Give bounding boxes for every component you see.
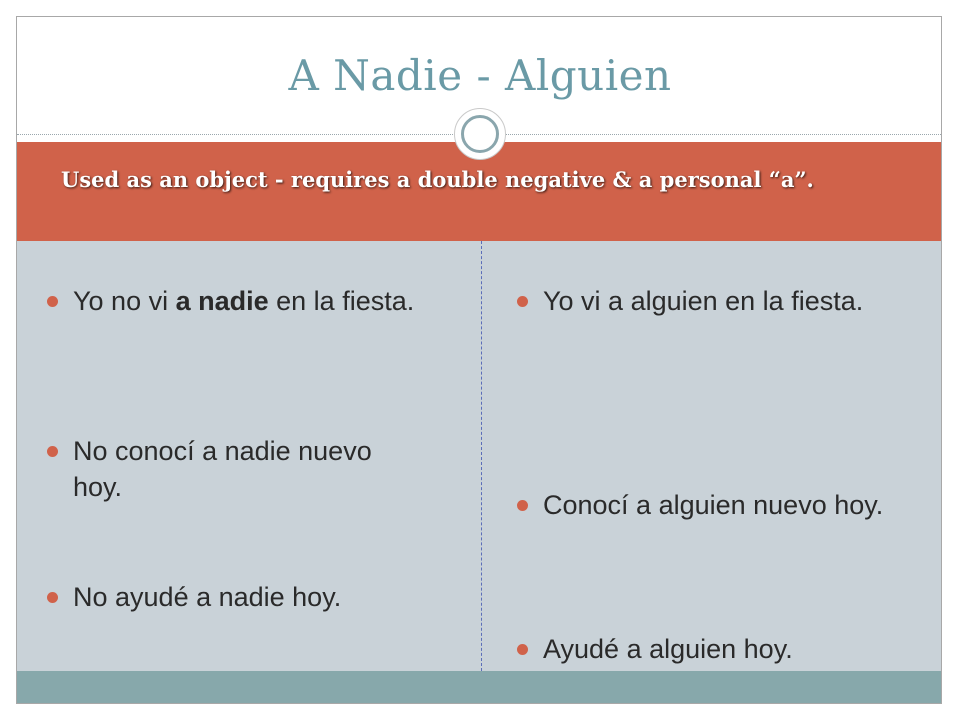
footer-bar [17, 671, 942, 704]
right-item-2 [517, 487, 917, 523]
bullet-dot-icon [47, 446, 58, 457]
bullet-dot-icon [47, 296, 58, 307]
left-item-2 [47, 433, 377, 505]
right-item-1-text: Yo vi a alguien en la fiesta. [543, 286, 864, 316]
bullet-dot-icon [517, 296, 528, 307]
column-divider [481, 241, 482, 671]
slide-title: A Nadie - Alguien [288, 51, 672, 100]
right-item-3-text: Ayudé a alguien hoy. [543, 634, 793, 664]
right-item-3 [517, 631, 917, 667]
content-area [17, 241, 942, 671]
left-item-3 [47, 579, 457, 615]
left-item-2-text: No conocí a nadie nuevo hoy. [73, 436, 372, 502]
right-item-1 [517, 283, 877, 319]
left-item-1-pre: Yo no vi [73, 286, 176, 316]
bullet-dot-icon [517, 500, 528, 511]
left-item-3-text: No ayudé a nadie hoy. [73, 582, 342, 612]
circle-ornament-icon [454, 108, 506, 160]
left-item-1 [47, 283, 457, 319]
slide-frame [16, 16, 942, 704]
left-item-1-emphasis: a nadie [175, 286, 269, 316]
right-item-2-text: Conocí a alguien nuevo hoy. [543, 490, 884, 520]
bullet-dot-icon [517, 644, 528, 655]
bullet-dot-icon [47, 592, 58, 603]
banner-text: Used as an object - requires a double negative & a personal “a”. [61, 167, 814, 192]
circle-ring [461, 115, 499, 153]
left-item-1-post: en la fiesta. [268, 286, 415, 316]
